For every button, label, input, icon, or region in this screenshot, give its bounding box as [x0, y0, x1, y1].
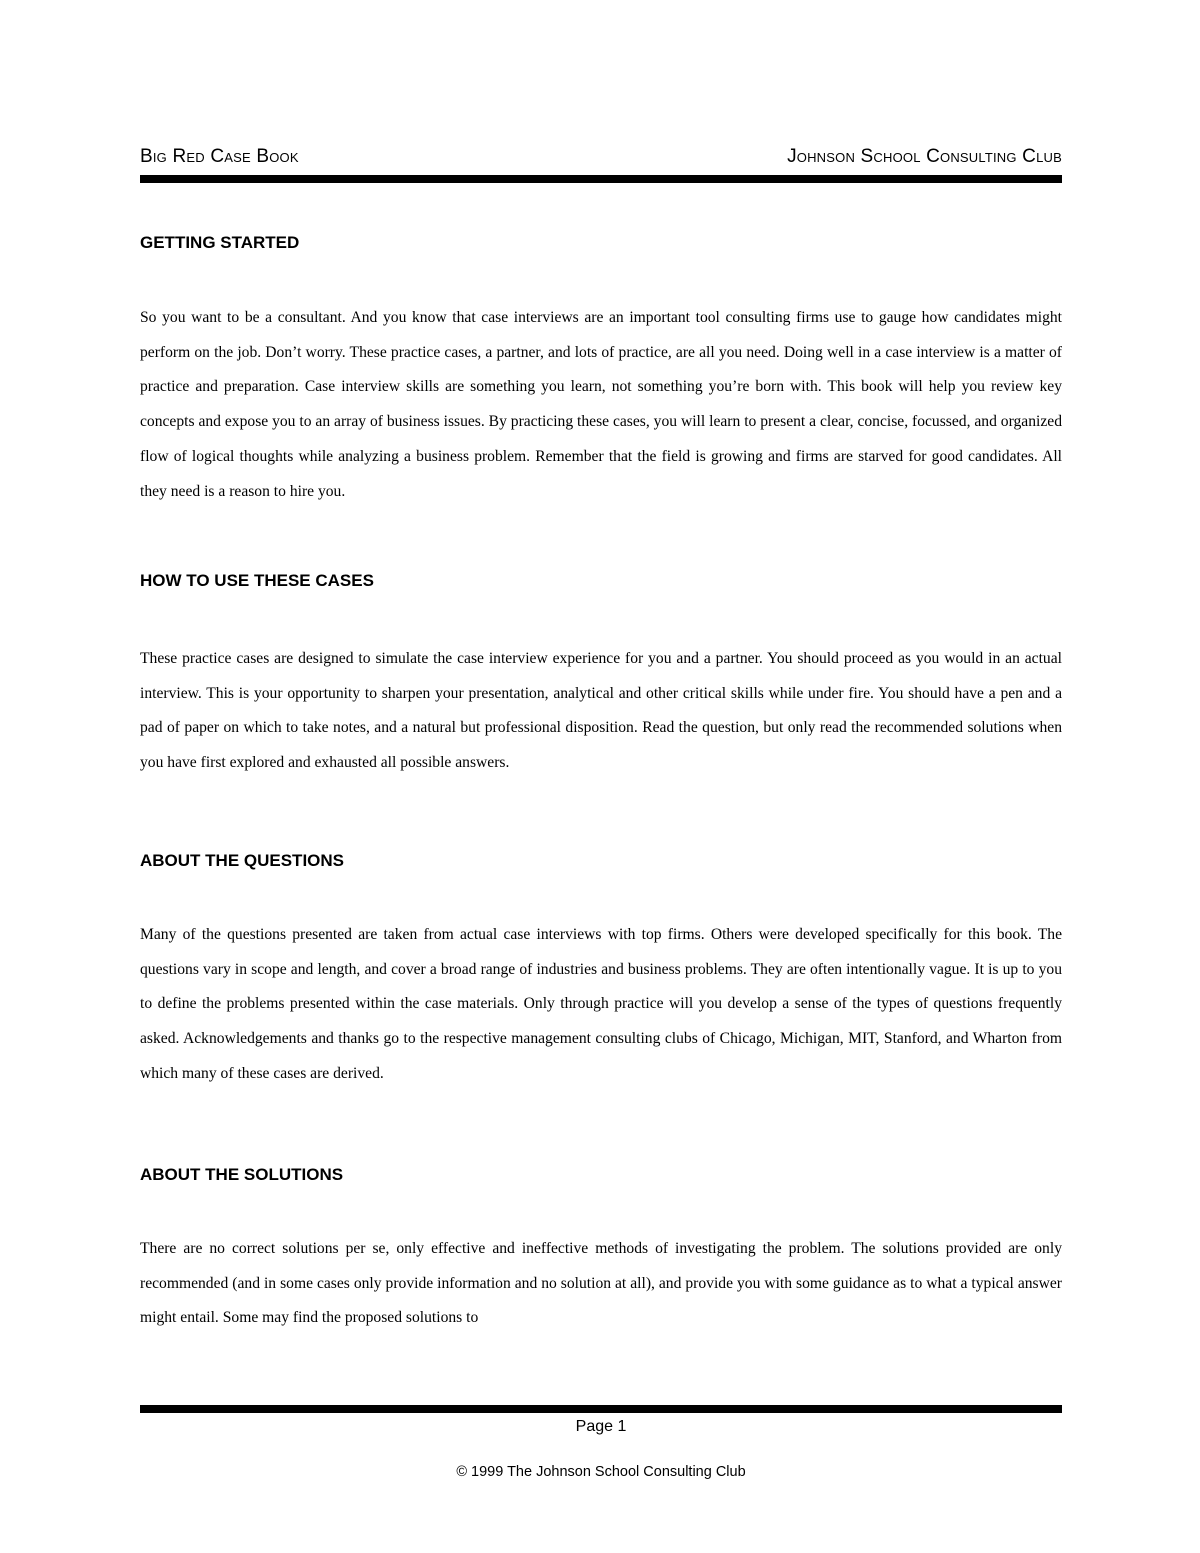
- running-header: [140, 146, 1062, 176]
- header-rule: [140, 175, 1062, 183]
- document-page: [140, 0, 1062, 1553]
- section-how-to-use: [140, 568, 1062, 781]
- section-heading: ABOUT THE SOLUTIONS: [140, 1165, 344, 1184]
- header-club-name: Johnson School Consulting Club: [787, 146, 1062, 167]
- page-number: Page 1: [575, 1418, 627, 1435]
- section-heading: HOW TO USE THESE CASES: [140, 571, 374, 590]
- section-heading: ABOUT THE QUESTIONS: [140, 851, 345, 870]
- section-heading: GETTING STARTED: [140, 233, 300, 252]
- section-paragraph: These practice cases are designed to simulate the case interview experience for you and a partner. You should proceed as you would in an actual interview. This is your opportunity to sharpen your presentation, analytical and other critical skills while under fire. You should have a pen and a pad of paper on which to take notes, and a natural but professional disposition. Read the question, but only read the recommended solutions when you have first explored and exhausted all possible answers.: [140, 650, 1062, 772]
- section-getting-started: [140, 230, 1062, 509]
- section-paragraph: Many of the questions presented are taken from actual case interviews with top firms. Others were developed specifically for this book. The questions vary in scope and length, and cover a broad range of industries and business problems. They are often intentionally vague. It is up to you to define the problems presented within the case materials. Only through practice will you develop a sense of the types of questions frequently asked. Acknowledgements and thanks go to the respective management consulting clubs of Chicago, Michigan, MIT, Stanford, and Wharton from which many of these cases are derived.: [140, 926, 1062, 1082]
- footer-rule: [140, 1405, 1062, 1413]
- section-paragraph: So you want to be a consultant. And you know that case interviews are an important tool consulting firms use to gauge how candidates might perform on the job. Don’t worry. These practice cases, a partner, and lots of practice, are all you need. Doing well in a case interview is a matter of practice and preparation. Case interview skills are something you learn, not something you’re born with. This book will help you review key concepts and expose you to an array of business issues. By practicing these cases, you will learn to present a clear, concise, focussed, and organized flow of logical thoughts while analyzing a business problem. Remember that the field is growing and firms are starved for good candidates. All they need is a reason to hire you.: [140, 309, 1062, 500]
- header-book-title: Big Red Case Book: [140, 146, 299, 167]
- section-about-questions: [140, 848, 1062, 1092]
- section-paragraph: There are no correct solutions per se, only effective and ineffective methods of investigating the problem. The solutions provided are only recommended (and in some cases only provide information and no solution at all), and provide you with some guidance as to what a typical answer might entail. Some may find the proposed solutions to: [140, 1240, 1062, 1327]
- copyright-notice: © 1999 The Johnson School Consulting Club: [456, 1464, 746, 1480]
- section-about-solutions: [140, 1162, 1062, 1336]
